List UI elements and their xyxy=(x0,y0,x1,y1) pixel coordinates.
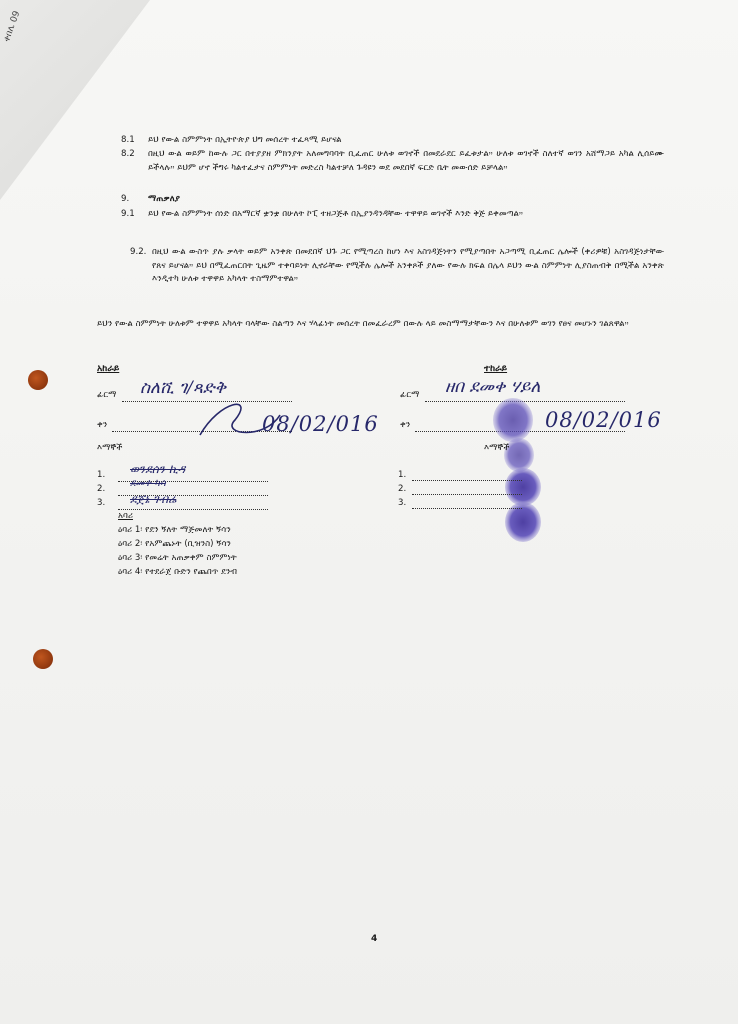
witness-number: 1. xyxy=(398,470,407,480)
annex-heading: አባሪ xyxy=(118,511,133,521)
witness-number: 2. xyxy=(97,484,106,494)
closing-statement: ይህን የውል ስምምነት ሁለቱም ተዋዋይ አካላት ባላቸው ስልጣን እና ሃላፊነት መሰረት በመፈራረም በውሉ ላይ መስማማታቸውን እና በሁለቱም ወገን የፀና መሆኑን ገልጸዋል። xyxy=(97,319,629,329)
witnesses-heading: እማኞች xyxy=(484,443,510,453)
lessee-date: 08/02/016 xyxy=(545,408,662,432)
annex-item: ዕባሪ 4፡ የተደራጀ ቡድን የጨበጥ ደንብ xyxy=(118,567,238,577)
witness-signature: ደጀኔ ገብሬ xyxy=(130,492,177,506)
witness-line xyxy=(412,508,522,509)
annex-item: ዕባሪ 2፡ የአምጨኑት (ቢዝንስ) ኝሳን xyxy=(118,539,231,549)
lessor-heading: አከራይ xyxy=(97,364,120,374)
clause-number: 9. xyxy=(121,194,130,204)
clause-number: 8.2 xyxy=(121,149,135,159)
lessee-date-label: ቀን xyxy=(400,420,411,430)
lessee-heading: ተከራይ xyxy=(484,364,508,374)
corner-stamp-text: ቀበሌ 09 xyxy=(2,9,23,44)
lessor-signature: ስለሺ ገ/ጻድቅ xyxy=(140,378,227,398)
witnesses-heading: እማኞች xyxy=(97,443,123,453)
witness-signature: ወንደሰን ኪዳ xyxy=(130,462,186,476)
clause-number: 8.1 xyxy=(121,135,135,145)
witness-number: 3. xyxy=(97,498,106,508)
punch-hole-top xyxy=(28,370,48,390)
witness-line xyxy=(412,494,522,495)
annex-item: ዕባሪ 1፡ የደን ኝለት ማጅመለት ኝሳን xyxy=(118,525,231,535)
page-number: 4 xyxy=(371,934,378,944)
witness-number: 2. xyxy=(398,484,407,494)
folded-corner xyxy=(0,0,150,200)
clause-text: በዚህ ውል ውስጥ ያሉ ቃላት ወይም አንቀጽ በመደበኛ ህጉ ጋር የሚጣረስ ከሆነ እና አስገዳጅነትን የሚያጣበት አጋጣሚ ቢፈጠር ሌሎች (ቀሪዎቹ) አስገዳጅነታቸው የጸና ይሆናል። ይህ በሚፈጠርበት ጊዜም ተቀባይነት ሊኖራቸው የሚችሉ ሌሎች አንቀጾች ያለው የውሉ ክፍል በሌላ ይህን ውል ስምምነት ሊያስጠብቅ በሚችል አንቀጽ እንዲተካ ሁለቱ ተዋዋይ አካላት ተስማምተዋል። xyxy=(152,247,664,284)
lessor-sign-label: ፊርማ xyxy=(97,390,117,400)
witness-number: 1. xyxy=(97,470,106,480)
section-heading: ማጠቃለያ xyxy=(148,194,180,204)
lessor-signature-flourish xyxy=(195,395,285,445)
lessee-signature: ዘበ ደመቀ ሃይለ xyxy=(445,377,541,397)
clause-text: ይህ የውል ስምምነት በኢትዮጵያ ህግ መሰረት ተፈጻሚ ይሆናል xyxy=(148,135,342,145)
witness-line xyxy=(118,509,268,510)
clause-text: ይህ የውል ስምምነት ሰነድ በአማርኛ ቋንቋ በሁለት ኮፒ ተዘጋጅቶ በኢያንዳንዳቸው ተዋዋይ ወገኖች እንድ ቅጅ ይቀመጣል። xyxy=(148,209,523,219)
witness-line xyxy=(412,480,522,481)
clause-number: 9.1 xyxy=(121,209,135,219)
lessor-date: 08/02/016 xyxy=(262,412,379,436)
fingerprint-stamps xyxy=(485,395,545,545)
annex-item: ዕባሪ 3፡ የመሬት አጠቃቀም ስምምነት xyxy=(118,553,237,563)
witness-number: 3. xyxy=(398,498,407,508)
witness-signature: ደመቀ ካሳ xyxy=(130,478,166,489)
lessee-sign-label: ፊርማ xyxy=(400,390,420,400)
punch-hole-bottom xyxy=(33,649,53,669)
lessor-date-label: ቀን xyxy=(97,420,108,430)
clause-number: 9.2. xyxy=(130,247,147,257)
clause-text: በዚህ ውል ወይም ከውሉ ጋር በተያያዘ ምክንያት አለመግባባት ቢፈጠር ሁለቱ ወገኖች በመደራደር ይፈቱታል። ሁለቱ ወገኖች ስለተኛ ወገን አሸማጋይ አካል ሊሰይሙ ይችላሉ። ይህም ሆኖ ችግሩ ካልተፈታና ስምምነት መድረስ ካልተቻለ ጉዳዩን ወደ መደበኛ ፍርድ ቤት መውሰድ ይቻላል። xyxy=(148,149,664,173)
